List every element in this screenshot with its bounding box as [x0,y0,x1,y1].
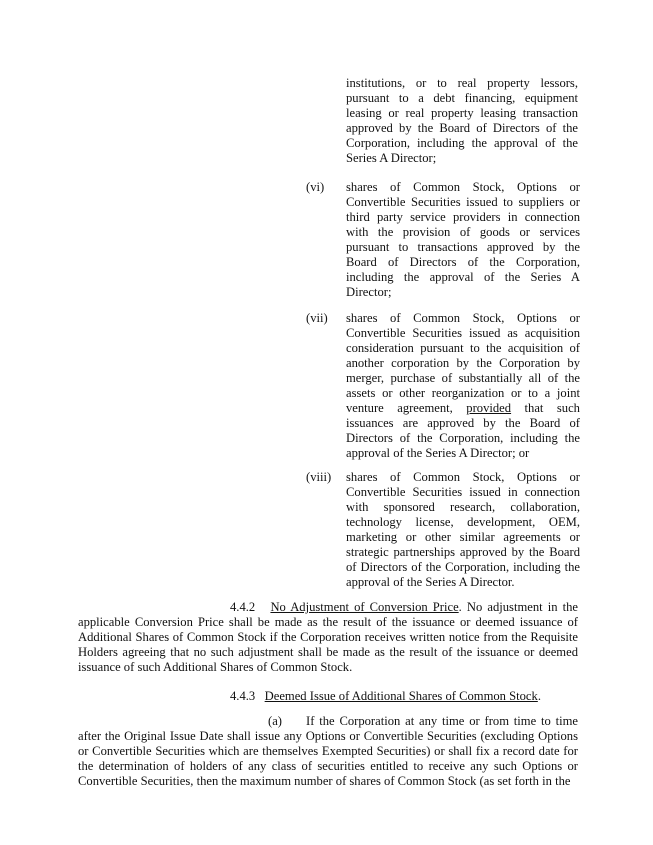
section-4-4-2 [78,600,578,675]
section-4-4-3-a [78,714,578,789]
provided-term: provided [466,401,512,415]
subsection-text: If the Corporation at any time or from time to time after the Original Issue Date shall issue any Options or Convertible Securities (excluding Options or Convertible Securities which are themselves Exempted Securities) or shall fix a record date for the determination of holders of any class of securities entitled to receive any such Options or Convertible Securities, then the maximum number of shares of Common Stock (as set forth in the [78,714,578,788]
list-item-text: shares of Common Stock, Options or Convertible Securities issued to suppliers or third party service providers in connection with the provision of goods or services pursuant to transactions approved by the Board of Directors of the Corporation, including the approval of the Series A Director; [346,180,580,299]
list-item-vi [306,180,580,300]
section-number: 4.4.2 [230,600,256,614]
section-number: 4.4.3 [230,689,256,703]
section-text: . No adjustment in the applicable Conversion Price shall be made as the result of the issuance or deemed issuance of Additional Shares of Common Stock if the Corporation receives written notice from the Requisite Holders agreeing that no such adjustment shall be made as the result of the issuance or deemed issuance of such Additional Shares of Common Stock. [78,600,578,674]
list-item-number: (vii) [306,311,328,325]
list-item-text: shares of Common Stock, Options or Convertible Securities issued as acquisition consideration pursuant to the acquisition of another corporation by the Corporation by merger, purchase of substantially all of the assets or other reorganization or to a joint venture agreement, provided that such issuances are approved by the Board of Directors of the Corporation, including the approval of the Series A Director; or [346,311,580,460]
list-item-number: (viii) [306,470,332,484]
section-heading: Deemed Issue of Additional Shares of Common Stock [264,689,538,703]
list-item-vii [306,311,580,461]
subsection-label: (a) [268,714,282,728]
clause-continuation: institutions, or to real property lessors, pursuant to a debt financing, equipment leasing or real property leasing transaction approved by the Board of Directors of the Corporation, including the approval of the Series A Director; [346,76,578,165]
section-4-4-3: 4.4.3 Deemed Issue of Additional Shares of Common Stock. [230,689,541,703]
list-item-number: (vi) [306,180,325,194]
list-item-text: shares of Common Stock, Options or Convertible Securities issued in connection with sponsored research, collaboration, technology license, development, OEM, marketing or other similar agreements or strategic partnerships approved by the Board of Directors of the Corporation, including the approval of the Series A Director. [346,470,580,589]
list-item-viii [306,470,580,590]
section-heading: No Adjustment of Conversion Price [270,600,459,614]
